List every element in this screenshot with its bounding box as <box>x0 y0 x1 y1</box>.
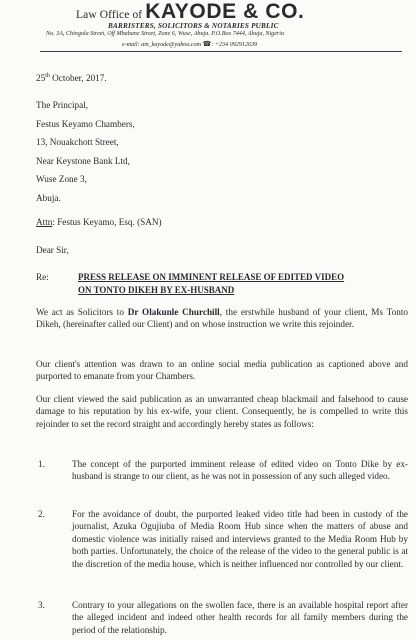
client-name: Dr Olakunle Churchill <box>127 307 220 317</box>
phone-number: : +234 092912639 <box>211 42 258 48</box>
subject-line-2: ON TONTO DIKEH BY EX-HUSBAND <box>78 285 235 295</box>
paragraph-rejoinder: Our client viewed the said publication as an unwarranted cheap blackmail and falsehood to cause damage to his reputation by his ex-wife, your client. Consequently, he is compelled to write this rejoinder to set the record straight and accordingly hereby states as follows: <box>36 394 408 429</box>
list-item: The concept of the purported imminent release of edited video on Tonto Dike by ex-husband is strange to our client, as he was not in possession of any such alleged video. <box>72 459 408 482</box>
subject-line-1: PRESS RELEASE ON IMMINENT RELEASE OF EDITED VIDEO <box>78 272 345 282</box>
recipient-line: Festus Keyamo Chambers, <box>36 119 135 129</box>
email-label: e-mail: <box>122 42 140 48</box>
letterhead-title <box>76 0 416 24</box>
letter-date <box>36 70 107 84</box>
list-item-number: 1. <box>38 459 45 469</box>
attention-text: : Festus Keyamo, Esq. (SAN) <box>52 217 162 227</box>
paragraph-text: We act as Solicitors to <box>36 307 128 317</box>
date-day: 25 <box>36 73 46 84</box>
recipient-line: Wuse Zone 3, <box>36 174 87 184</box>
salutation: Dear Sir, <box>36 245 69 255</box>
recipient-line: The Principal, <box>36 100 89 110</box>
list-item-number: 3. <box>38 600 45 610</box>
list-item: Contrary to your allegations on the swollen face, there is an available hospital report after the alleged incident and indeed other health records for all family members during the period of the relationship. <box>72 600 408 635</box>
paragraph-attention: Our client's attention was drawn to an online social media publication as captioned above and purported to emanate from your Chambers. <box>36 359 408 382</box>
firm-name: KAYODE & CO. <box>145 0 305 23</box>
letterhead-prefix: Law Office of <box>76 9 146 21</box>
paragraph-intro <box>36 306 408 331</box>
letterhead-contact <box>122 40 257 48</box>
list-item-number: 2. <box>38 509 45 519</box>
date-rest: October, 2017. <box>49 73 107 84</box>
phone-icon: ☎ <box>202 40 212 48</box>
recipient-line: Near Keystone Bank Ltd, <box>36 156 130 166</box>
letterhead-subtitle: BARRISTERS, SOLICITORS & NOTARIES PUBLIC <box>108 22 279 30</box>
attention-label: Attn <box>36 217 53 227</box>
subject-label: Re: <box>36 272 49 282</box>
recipient-line: Abuja. <box>36 193 61 203</box>
letterhead-divider <box>40 51 402 52</box>
paragraph-text: , the erstwhile husband of your client, Ms Tonto Dikeh, (hereinafter called our Client) and on whose instruction we write this rejoinder. <box>36 307 408 330</box>
email-address: am_kayode@yahoo.com <box>141 42 202 48</box>
recipient-line: 13, Nouakchott Street, <box>36 137 119 147</box>
list-item: For the avoidance of doubt, the purported leaked video title had been in custody of the journalist, Azuka Ogujiuba of Media Room Hub since when the matters of abuse and domestic violence was initially raised and interviews granted to the Media Room Hub by both parties. Unfortunately, the choice of the release of the video to the general public is at the discretion of the media house, which is neither influenced nor controlled by our client. <box>72 509 408 569</box>
attention-line <box>36 216 162 228</box>
date-suffix: th <box>45 73 50 79</box>
letterhead-address: No. 3A, Chingola Street, Off Mbabane Street, Zone 6, Wuse, Abuja. P.O.Box 7444, Abuja, Nigeria <box>46 31 285 37</box>
